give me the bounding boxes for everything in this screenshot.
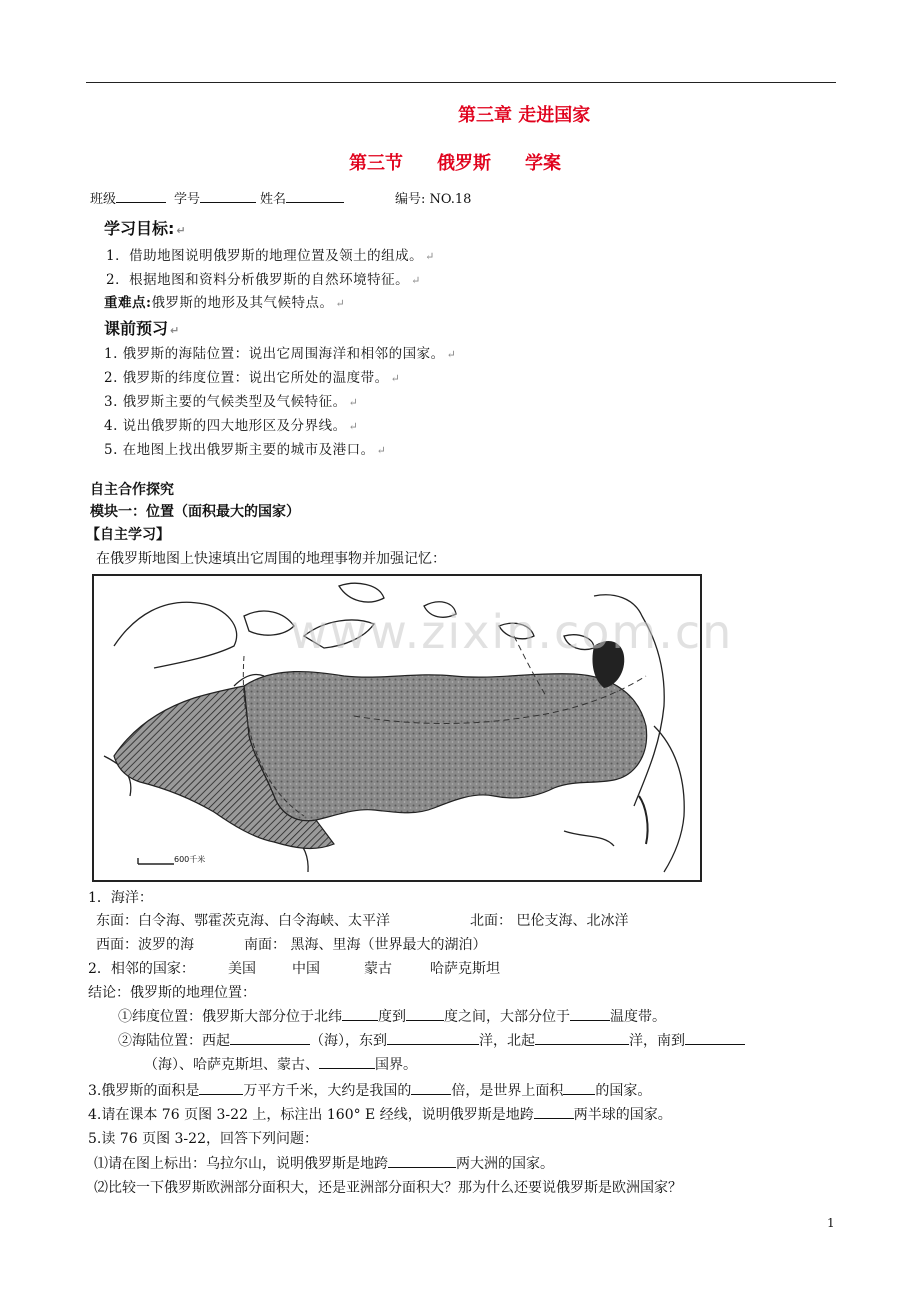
south-oceans: 南面： 黑海、里海（世界最大的湖泊）: [244, 937, 487, 953]
north-oceans: 北面： 巴伦支海、北冰洋: [470, 913, 629, 929]
neighbor-country: 美国: [228, 961, 256, 977]
preview-item: 5. 在地图上找出俄罗斯主要的城市及港口。 ↵: [104, 442, 387, 458]
map-scale-label: 600千米: [174, 855, 206, 864]
watermark-text: www.zixin.com.cn: [290, 605, 734, 659]
meridian-question: 4.请在课本 76 页图 3-22 上，标注出 160° E 经线，说明俄罗斯是地跨 两半球的国家。: [88, 1104, 672, 1124]
doc-number: 编号: NO.18: [395, 192, 472, 207]
latitude-question: ①纬度位置：俄罗斯大部分位于北纬 度到 度之间，大部分位于 温度带。: [118, 1006, 666, 1026]
conclusion-label: 结论：俄罗斯的地理位置：: [88, 985, 256, 1001]
rank-blank[interactable]: [563, 1080, 595, 1095]
sea-land-question: ②海陆位置：西起 （海），东到 洋，北起 洋，南到: [118, 1030, 745, 1050]
area-blank[interactable]: [199, 1080, 243, 1095]
key-points: 重难点:俄罗斯的地形及其气候特点。 ↵: [104, 295, 346, 311]
section-suffix: 学案: [525, 153, 561, 174]
neighbor-country: 哈萨克斯坦: [430, 961, 500, 977]
objectives-heading: 学习目标: ↵: [104, 219, 186, 238]
east-blank[interactable]: [387, 1030, 479, 1045]
ratio-blank[interactable]: [411, 1080, 451, 1095]
objective-item: 1．借助地图说明俄罗斯的地理位置及领土的组成。 ↵: [106, 248, 435, 264]
west-blank[interactable]: [230, 1030, 310, 1045]
question-5: 5.读 76 页图 3-22，回答下列问题：: [88, 1131, 318, 1147]
module-title: 模块一：位置（面积最大的国家）: [90, 504, 300, 520]
question-5-1: ⑴请在图上标出：乌拉尔山，说明俄罗斯是地跨 两大洲的国家。: [94, 1153, 554, 1173]
student-id-field[interactable]: 学号: [174, 188, 256, 207]
preview-heading: 课前预习 ↵: [104, 319, 180, 338]
preview-item: 3. 俄罗斯主要的气候类型及气候特征。 ↵: [104, 394, 359, 410]
ocean-heading: 1．海洋：: [88, 890, 153, 906]
hemisphere-blank[interactable]: [534, 1104, 574, 1119]
map-instruction: 在俄罗斯地图上快速填出它周围的地理事物并加强记忆：: [96, 551, 446, 567]
area-question: 3.俄罗斯的面积是 万平方千米，大约是我国的 倍，是世界上面积 的国家。: [88, 1080, 651, 1100]
question-5-2: ⑵比较一下俄罗斯欧洲部分面积大，还是亚洲部分面积大？那为什么还要说俄罗斯是欧洲国家？: [94, 1180, 682, 1196]
border-blank[interactable]: [319, 1054, 375, 1069]
zone-blank[interactable]: [570, 1006, 610, 1021]
chapter-title: 第三章 走进国家: [458, 105, 591, 126]
sea-land-continued: （海）、哈萨克斯坦、蒙古、 国界。: [144, 1054, 417, 1074]
continent-blank[interactable]: [388, 1153, 456, 1168]
page-number: 1: [827, 1216, 835, 1230]
south-blank[interactable]: [685, 1030, 745, 1045]
latitude-blank[interactable]: [406, 1006, 444, 1021]
preview-item: 1. 俄罗斯的海陆位置：说出它周围海洋和相邻的国家。 ↵: [104, 346, 457, 362]
west-oceans: 西面：波罗的海: [96, 937, 194, 953]
name-field[interactable]: 姓名: [260, 188, 344, 207]
east-oceans: 东面：白令海、鄂霍茨克海、白令海峡、太平洋: [96, 913, 390, 929]
header-rule: [86, 82, 836, 83]
neighbor-country: 蒙古: [364, 961, 392, 977]
section-title: [349, 149, 561, 175]
latitude-blank[interactable]: [342, 1006, 378, 1021]
section-name: 俄罗斯: [437, 153, 491, 174]
section-prefix: 第三节: [349, 153, 403, 174]
explore-heading: 自主合作探究: [90, 482, 174, 498]
neighbors-heading: 2．相邻的国家：: [88, 961, 195, 977]
preview-item: 4. 说出俄罗斯的四大地形区及分界线。 ↵: [104, 418, 359, 434]
class-field[interactable]: 班级: [90, 188, 166, 207]
preview-item: 2. 俄罗斯的纬度位置：说出它所处的温度带。 ↵: [104, 370, 401, 386]
north-blank[interactable]: [535, 1030, 629, 1045]
objective-item: 2．根据地图和资料分析俄罗斯的自然环境特征。 ↵: [106, 272, 421, 288]
neighbor-country: 中国: [292, 961, 320, 977]
self-study-label: 【自主学习】: [86, 527, 170, 543]
